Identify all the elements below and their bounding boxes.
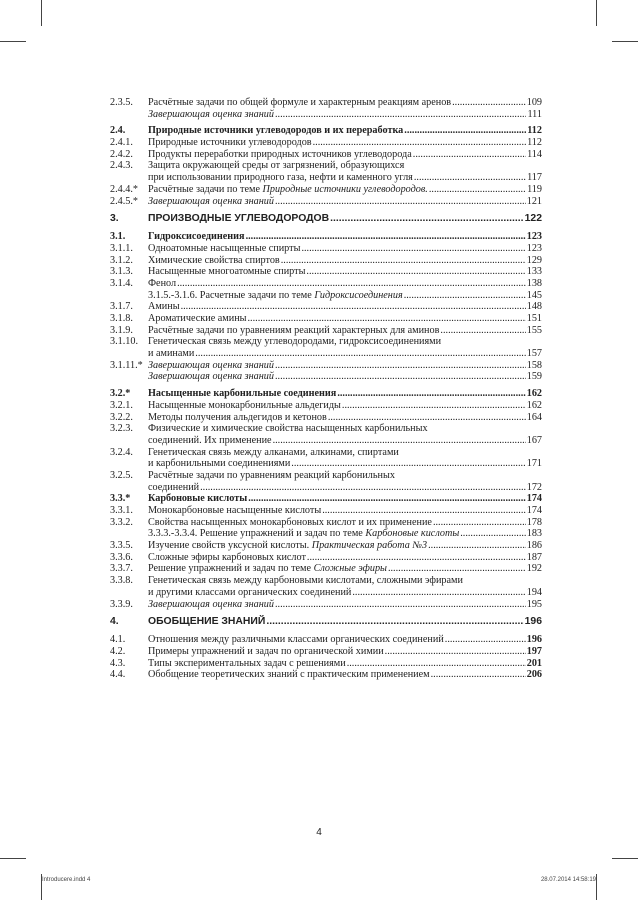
toc-entry-page: 148	[526, 301, 542, 313]
toc-entry-text: и другими классами органических соединений	[148, 586, 352, 598]
toc-entry-page: 194	[526, 586, 542, 598]
toc-entry-title	[148, 646, 527, 658]
toc-entry-title	[148, 458, 527, 470]
toc-entry-text: Расчётные задачи по уравнениям реакций карбонильных	[148, 469, 395, 481]
toc-entry-text: Природные источники углеводородов	[148, 137, 312, 149]
dot-leader	[246, 231, 526, 243]
toc-entry-number: 3.3.8.	[110, 575, 133, 587]
toc-entry-page: 201	[526, 657, 542, 669]
toc-entry-number: 3.1.3.	[110, 266, 133, 278]
toc-entry-title	[148, 97, 527, 109]
toc-entry	[110, 97, 542, 109]
table-of-contents	[110, 97, 542, 681]
toc-entry-page: 195	[526, 598, 542, 610]
toc-entry-page: 109	[526, 97, 542, 108]
dot-leader	[307, 552, 526, 564]
toc-entry-number: 3.2.*	[110, 388, 131, 400]
toc-entry-number: 3.2.1.	[110, 399, 133, 411]
dot-leader	[291, 458, 525, 470]
toc-entry-title	[148, 615, 525, 629]
toc-entry-text: Завершающая оценка знаний	[148, 371, 274, 383]
toc-entry-title	[148, 125, 527, 137]
toc-entry-text: 3.3.3.-3.3.4. Решение упражнений и задач по теме	[148, 528, 366, 540]
dot-leader	[328, 412, 526, 424]
dot-leader	[248, 493, 526, 505]
toc-entry-text: Карбоновые кислоты	[365, 528, 460, 540]
dot-leader	[301, 243, 525, 255]
toc-entry	[110, 482, 542, 494]
dot-leader	[313, 137, 526, 149]
toc-entry-number: 3.1.8.	[110, 313, 133, 324]
toc-entry	[110, 137, 542, 149]
toc-entry-page: 172	[526, 481, 542, 493]
toc-entry-text: 3.1.5.-3.1.6. Расчетные задачи по теме	[148, 289, 315, 301]
toc-entry-text: Завершающая оценка знаний	[148, 108, 274, 120]
toc-entry	[110, 109, 542, 121]
crop-mark	[596, 874, 597, 900]
toc-entry-number: 2.4.4.*	[110, 183, 139, 195]
toc-entry	[110, 371, 542, 383]
toc-entry	[110, 517, 542, 529]
toc-entry-text: Типы экспериментальных задач с решениями	[148, 657, 346, 669]
toc-entry	[110, 266, 542, 278]
toc-entry-number: 2.4.1.	[110, 137, 133, 149]
toc-entry-page: 122	[524, 213, 542, 225]
toc-entry-text: Насыщенные монокарбонильные альдегиды	[148, 399, 341, 411]
toc-entry-title	[148, 172, 527, 184]
toc-entry-text: Физические и химические свойства насыщенных карбонильных	[148, 423, 428, 435]
footer-timestamp: 28.07.2014 14:58:19	[540, 877, 596, 883]
toc-entry-page: 121	[526, 195, 542, 207]
toc-entry	[110, 658, 542, 670]
toc-entry-title	[148, 325, 527, 337]
toc-entry-number: 2.4.5.*	[110, 195, 139, 207]
toc-entry-page: 197	[526, 645, 542, 657]
toc-entry-page: 111	[527, 108, 542, 120]
toc-entry	[110, 412, 542, 424]
toc-entry-page: 174	[526, 505, 542, 516]
dot-leader	[248, 313, 526, 325]
toc-entry	[110, 255, 542, 267]
dot-leader	[330, 212, 524, 226]
toc-entry-text: Продукты переработки природных источников углеводорода	[148, 148, 412, 160]
toc-entry-page: 162	[526, 399, 542, 411]
toc-entry-text: Гидроксисоединения	[148, 231, 245, 243]
toc-entry-title	[148, 184, 527, 196]
dot-leader	[452, 97, 526, 109]
toc-entry	[110, 587, 542, 599]
toc-entry-page: 192	[526, 563, 542, 575]
toc-entry-text: Фенол	[148, 277, 177, 289]
dot-leader	[195, 348, 525, 360]
dot-leader	[275, 599, 526, 611]
dot-leader	[322, 505, 526, 517]
toc-entry-number: 3.	[110, 213, 119, 225]
toc-entry	[110, 493, 542, 505]
toc-entry	[110, 599, 542, 611]
toc-entry-text: Методы получения альдегидов и кетонов	[148, 411, 327, 423]
dot-leader	[440, 325, 525, 337]
toc-entry	[110, 505, 542, 517]
toc-entry-text: Завершающая оценка знаний	[148, 359, 274, 371]
dot-leader	[388, 563, 526, 575]
toc-entry-title	[148, 109, 527, 121]
toc-entry-title	[148, 149, 527, 161]
toc-entry	[110, 435, 542, 447]
toc-entry-page: 119	[527, 183, 542, 195]
toc-entry-title	[148, 587, 527, 599]
toc-entry	[110, 360, 542, 372]
toc-entry-page: 206	[526, 669, 542, 681]
dot-leader	[337, 388, 525, 400]
toc-entry-text: Завершающая оценка знаний	[148, 195, 274, 207]
toc-entry	[110, 325, 542, 337]
toc-entry-text: Карбоновые кислоты	[148, 493, 248, 505]
toc-entry-title	[148, 505, 527, 517]
toc-entry-page: 117	[527, 172, 542, 184]
dot-leader	[266, 615, 523, 629]
toc-entry-title	[148, 540, 527, 552]
toc-entry	[110, 400, 542, 412]
toc-entry-text: Амины	[148, 301, 180, 313]
toc-entry-page: 157	[526, 348, 542, 360]
toc-entry-number: 3.2.2.	[110, 411, 133, 423]
toc-entry	[110, 212, 542, 226]
toc-entry-title	[148, 563, 527, 575]
toc-entry-title	[148, 493, 527, 505]
toc-entry-number: 3.1.1.	[110, 242, 133, 254]
toc-entry-text: Обобщение теоретических знаний с практическим применением	[148, 669, 430, 681]
toc-entry-text: Насыщенные карбонильные соединения	[148, 388, 337, 400]
crop-mark	[596, 0, 597, 26]
toc-entry	[110, 231, 542, 243]
toc-entry	[110, 290, 542, 302]
dot-leader	[306, 266, 525, 278]
toc-entry-title	[148, 196, 527, 208]
dot-leader	[433, 517, 526, 529]
dot-leader	[428, 540, 526, 552]
toc-entry-text: при использовании природного газа, нефти и каменного угля	[148, 172, 413, 184]
toc-entry	[110, 458, 542, 470]
toc-entry-text: Свойства насыщенных монокарбоновых кислот и их применение	[148, 516, 432, 528]
dot-leader	[347, 658, 526, 670]
crop-mark	[612, 41, 638, 42]
dot-leader	[352, 587, 525, 599]
toc-entry-text: и аминами	[148, 348, 195, 360]
toc-entry-number: 3.3.7.	[110, 563, 133, 575]
toc-entry	[110, 388, 542, 400]
toc-entry	[110, 470, 542, 482]
toc-entry	[110, 301, 542, 313]
toc-entry-number: 3.3.9.	[110, 598, 133, 610]
dot-leader	[413, 149, 526, 161]
toc-entry-text: соединений. Их применение	[148, 434, 272, 446]
toc-entry-title	[148, 278, 527, 290]
toc-entry-page: 123	[526, 231, 542, 243]
toc-entry-page: 155	[526, 324, 542, 336]
toc-entry-page: 196	[524, 616, 542, 628]
toc-entry-text: Расчётные задачи по теме	[148, 183, 263, 195]
dot-leader	[404, 125, 526, 137]
toc-entry-number: 4.2.	[110, 645, 126, 657]
toc-entry-number: 4.4.	[110, 669, 126, 681]
toc-entry	[110, 278, 542, 290]
toc-entry-text: Расчётные задачи по общей формуле и характерным реакциям аренов	[148, 97, 452, 108]
toc-entry	[110, 447, 542, 459]
toc-entry-title	[148, 360, 527, 372]
toc-entry	[110, 125, 542, 137]
toc-entry-page: 145	[526, 289, 542, 301]
toc-entry-number: 4.	[110, 616, 119, 628]
toc-entry-title	[148, 160, 542, 172]
toc-entry-text: Защита окружающей среды от загрязнений, образующихся	[148, 160, 405, 172]
toc-entry-page: 114	[527, 148, 542, 160]
toc-entry-title	[148, 528, 527, 540]
toc-entry	[110, 172, 542, 184]
toc-entry-text: Природные источники углеводородов и их переработка	[148, 125, 404, 137]
dot-leader	[181, 301, 526, 313]
toc-entry-title	[148, 212, 525, 226]
toc-entry-page: 164	[526, 411, 542, 423]
toc-entry-number: 3.1.2.	[110, 254, 133, 266]
toc-entry-title	[148, 517, 527, 529]
dot-leader	[445, 634, 526, 646]
toc-entry-number: 3.3.2.	[110, 516, 133, 528]
page-number: 4	[316, 827, 322, 838]
toc-entry-page: 138	[526, 277, 542, 289]
dot-leader	[429, 184, 526, 196]
toc-entry-number: 3.2.5.	[110, 469, 133, 481]
toc-entry-page: 196	[526, 634, 542, 646]
toc-entry	[110, 563, 542, 575]
toc-entry-title	[148, 482, 527, 494]
toc-entry-number: 4.3.	[110, 657, 126, 669]
toc-entry-title	[148, 400, 527, 412]
toc-entry-page: 133	[526, 266, 542, 278]
toc-entry-number: 2.4.2.	[110, 148, 133, 160]
crop-mark	[0, 858, 26, 859]
toc-entry-title	[148, 336, 542, 348]
toc-entry-title	[148, 412, 527, 424]
toc-entry	[110, 552, 542, 564]
toc-entry-title	[148, 266, 527, 278]
toc-entry-text: Практическая работа №3	[311, 540, 428, 552]
toc-entry-page: 112	[527, 125, 542, 137]
toc-entry-title	[148, 669, 527, 681]
dot-leader	[431, 669, 526, 681]
toc-entry-page: 159	[526, 371, 542, 383]
toc-entry-text: Изучение свойств уксусной кислоты.	[148, 540, 312, 552]
toc-entry-text: ПРОИЗВОДНЫЕ УГЛЕВОДОРОДОВ	[148, 213, 330, 225]
dot-leader	[275, 371, 526, 383]
toc-entry-number: 3.3.*	[110, 493, 131, 505]
dot-leader	[200, 482, 526, 494]
toc-entry-text: Ароматические амины	[148, 313, 247, 324]
toc-entry-title	[148, 575, 542, 587]
toc-entry-title	[148, 447, 542, 459]
toc-entry-number: 3.1.11.*	[110, 359, 143, 371]
toc-entry-page: 129	[526, 254, 542, 266]
toc-entry-page: 178	[526, 516, 542, 528]
toc-entry-title	[148, 231, 527, 243]
toc-entry-page: 187	[526, 551, 542, 563]
toc-entry-page: 183	[526, 528, 542, 540]
toc-entry-text: ОБОБЩЕНИЕ ЗНАНИЙ	[148, 616, 266, 628]
dot-leader	[275, 360, 526, 372]
toc-entry-text: Одноатомные насыщенные спирты	[148, 242, 301, 254]
toc-entry-text: Монокарбоновые насыщенные кислоты	[148, 505, 322, 516]
toc-entry-text: Примеры упражнений и задач по органической химии	[148, 645, 384, 657]
dot-leader	[177, 278, 526, 290]
toc-entry-page: 158	[526, 359, 542, 371]
toc-entry-page: 162	[526, 388, 542, 400]
toc-entry-title	[148, 137, 527, 149]
toc-entry	[110, 646, 542, 658]
toc-entry-text: Расчётные задачи по уравнениям реакций характерных для аминов	[148, 324, 440, 336]
toc-entry-page: 186	[526, 540, 542, 552]
toc-entry-text: Завершающая оценка знаний	[148, 598, 274, 610]
toc-entry-number: 2.3.5.	[110, 97, 133, 108]
toc-entry-title	[148, 290, 527, 302]
toc-entry-title	[148, 348, 527, 360]
toc-entry-number: 3.1.7.	[110, 301, 133, 313]
toc-entry-number: 2.4.	[110, 125, 126, 137]
toc-entry-title	[148, 435, 527, 447]
toc-entry-text: соединений	[148, 481, 200, 493]
toc-entry-page: 174	[526, 493, 542, 505]
toc-entry-text: Насыщенные многоатомные спирты	[148, 266, 306, 278]
toc-entry	[110, 540, 542, 552]
toc-entry-page: 151	[526, 313, 542, 324]
toc-entry-title	[148, 423, 542, 435]
toc-entry-title	[148, 552, 527, 564]
toc-entry-number: 3.1.9.	[110, 324, 133, 336]
toc-entry-title	[148, 599, 527, 611]
toc-entry	[110, 243, 542, 255]
toc-entry-title	[148, 470, 542, 482]
toc-entry-number: 3.3.6.	[110, 551, 133, 563]
toc-entry	[110, 196, 542, 208]
toc-entry-number: 4.1.	[110, 634, 126, 646]
toc-entry-number: 3.3.1.	[110, 505, 133, 516]
toc-entry-title	[148, 388, 527, 400]
dot-leader	[275, 196, 526, 208]
dot-leader	[342, 400, 526, 412]
toc-entry-number: 2.4.3.	[110, 160, 133, 172]
dot-leader	[460, 528, 525, 540]
toc-entry-text: Отношения между различными классами органических соединений	[148, 634, 444, 646]
crop-mark	[0, 41, 26, 42]
toc-entry	[110, 348, 542, 360]
footer-filename: Introducere.indd 4	[42, 877, 91, 883]
toc-entry	[110, 528, 542, 540]
toc-entry-number: 3.1.4.	[110, 277, 133, 289]
dot-leader	[275, 109, 526, 121]
toc-entry-text: Генетическая связь между углеводородами, гидроксисоединениями	[148, 336, 442, 348]
dot-leader	[385, 646, 526, 658]
toc-entry-title	[148, 255, 527, 267]
toc-entry	[110, 575, 542, 587]
toc-entry-text: Генетическая связь между карбоновыми кислотами, сложными эфирами	[148, 575, 463, 587]
dot-leader	[414, 172, 526, 184]
dot-leader	[404, 290, 526, 302]
toc-entry	[110, 634, 542, 646]
toc-entry-text: Гидроксисоединения	[314, 289, 403, 301]
toc-entry-text: и карбонильными соединениями	[148, 458, 291, 470]
toc-entry-number: 3.1.10.	[110, 336, 139, 348]
toc-entry-title	[148, 371, 527, 383]
toc-entry-page: 112	[527, 137, 542, 149]
toc-entry-page: 123	[526, 242, 542, 254]
dot-leader	[281, 255, 526, 267]
toc-entry	[110, 149, 542, 161]
toc-entry	[110, 336, 542, 348]
toc-entry-text: Химические свойства спиртов	[148, 254, 280, 266]
toc-entry-text: Сложные эфиры	[313, 563, 387, 575]
toc-entry-page: 171	[526, 458, 542, 470]
toc-entry	[110, 160, 542, 172]
toc-entry-title	[148, 301, 527, 313]
toc-entry-number: 3.2.3.	[110, 423, 133, 435]
toc-entry	[110, 669, 542, 681]
crop-mark	[41, 0, 42, 26]
toc-entry-number: 3.3.5.	[110, 540, 133, 552]
toc-entry-number: 3.2.4.	[110, 446, 133, 458]
toc-entry-title	[148, 658, 527, 670]
toc-entry-text: Сложные эфиры карбоновых кислот	[148, 551, 306, 563]
toc-entry-text: Решение упражнений и задач по теме	[148, 563, 314, 575]
toc-entry-number: 3.1.	[110, 231, 126, 243]
toc-entry-page: 167	[526, 434, 542, 446]
toc-entry	[110, 615, 542, 629]
crop-mark	[612, 858, 638, 859]
dot-leader	[273, 435, 526, 447]
toc-entry-title	[148, 313, 527, 325]
toc-entry	[110, 423, 542, 435]
toc-entry	[110, 313, 542, 325]
toc-entry-title	[148, 634, 527, 646]
toc-entry	[110, 184, 542, 196]
toc-entry-text: Генетическая связь между алканами, алкинами, спиртами	[148, 446, 399, 458]
toc-entry-title	[148, 243, 527, 255]
toc-entry-text: Природные источники углеводородов.	[262, 183, 428, 195]
